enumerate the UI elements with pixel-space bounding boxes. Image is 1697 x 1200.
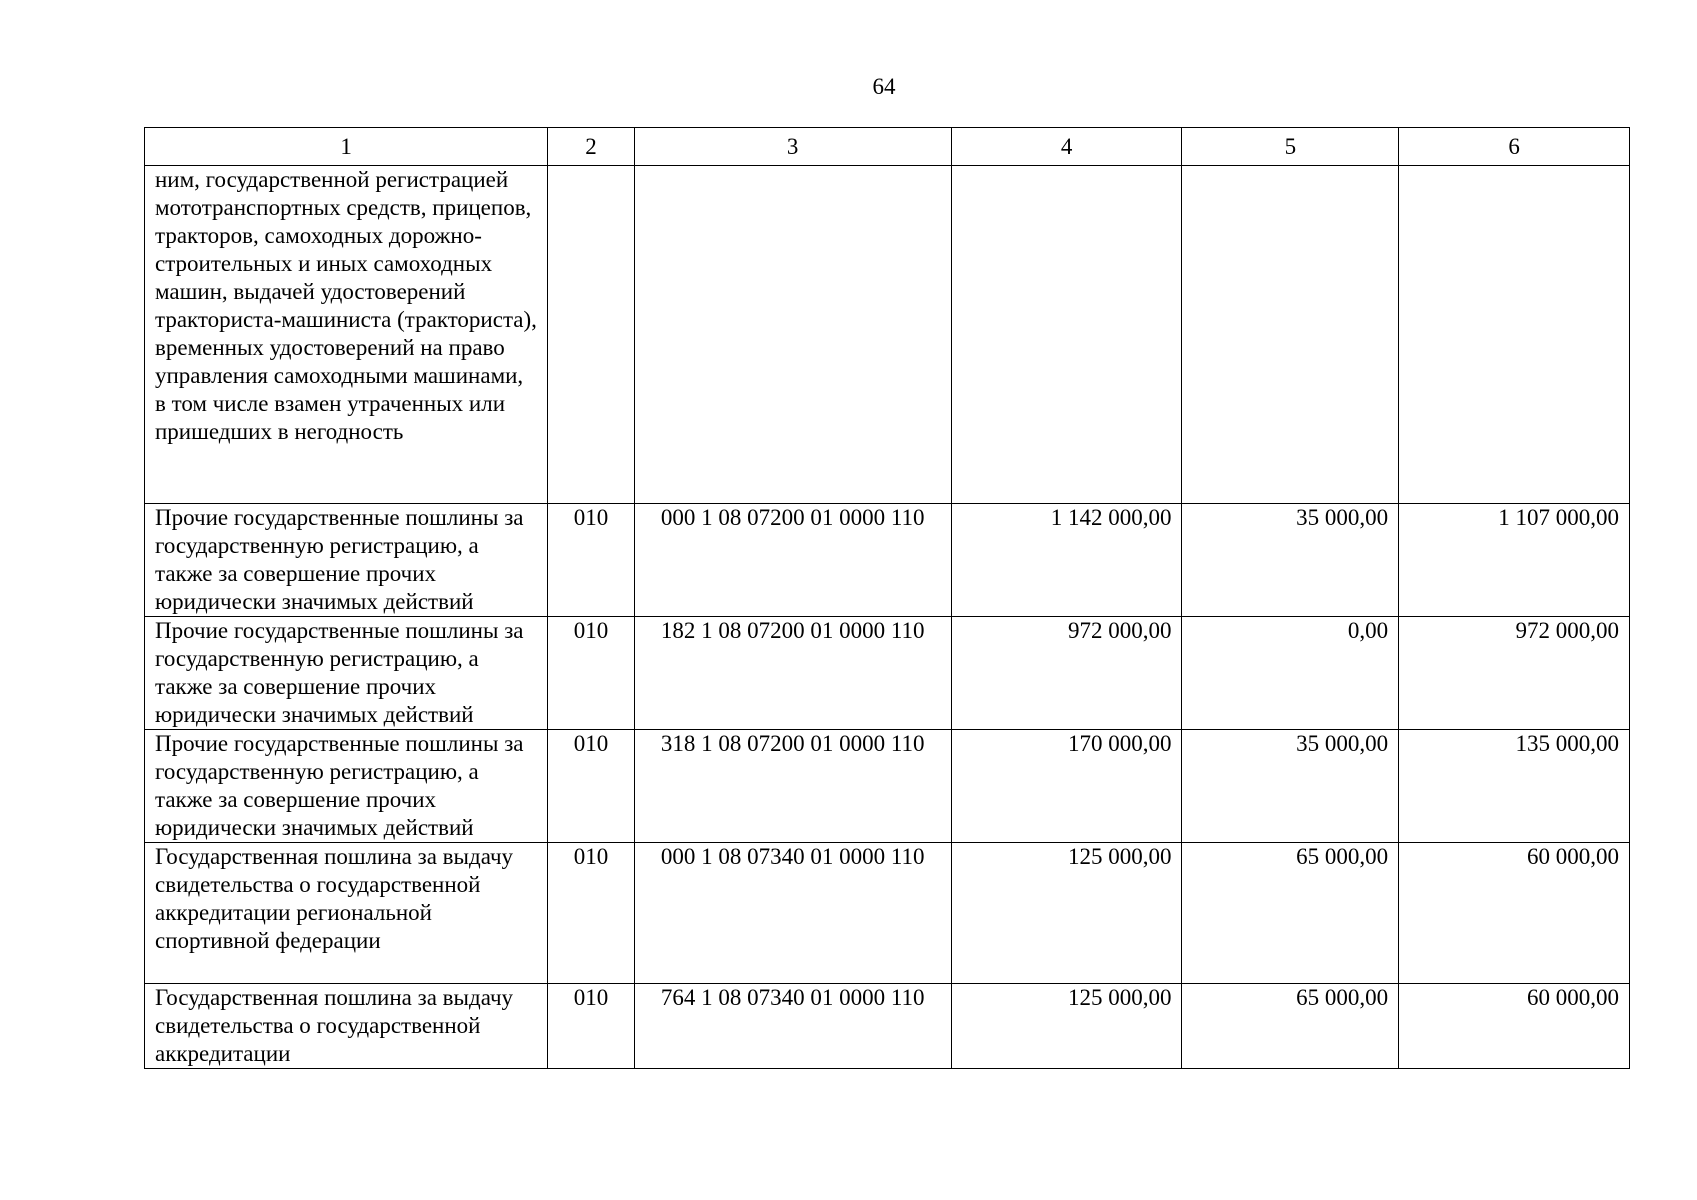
row-value-5: 0,00 [1182, 617, 1399, 730]
row-line-code: 010 [548, 617, 634, 730]
revenue-table [144, 127, 1630, 1069]
row-value-5: 35 000,00 [1182, 504, 1399, 617]
row-budget-code: 182 1 08 07200 01 0000 110 [634, 617, 951, 730]
row-value-6: 972 000,00 [1399, 617, 1630, 730]
row-budget-code: 318 1 08 07200 01 0000 110 [634, 730, 951, 843]
row-line-code: 010 [548, 730, 634, 843]
table-header-row [145, 128, 1630, 166]
row-name: Прочие государственные пошлины за государственную регистрацию, а также за совершение прочих юридически значимых действий [145, 730, 548, 843]
row-value-6: 1 107 000,00 [1399, 504, 1630, 617]
row-value-5: 65 000,00 [1182, 843, 1399, 984]
row-line-code: 010 [548, 504, 634, 617]
row-value-6: 60 000,00 [1399, 984, 1630, 1069]
row-name: Государственная пошлина за выдачу свидетельства о государственной аккредитации [145, 984, 548, 1069]
row-line-code: 010 [548, 984, 634, 1069]
table-row [145, 984, 1630, 1069]
table-row [145, 504, 1630, 617]
row-name: ним, государственной регистрацией мототранспортных средств, прицепов, тракторов, самоходных дорожно-строительных и иных самоходных машин, выдачей удостоверений тракториста-машиниста (тракториста), временных удостоверений на право управления самоходными машинами, в том числе взамен утраченных или пришедших в негодность [145, 166, 548, 504]
row-value-4: 1 142 000,00 [951, 504, 1182, 617]
column-header-1: 1 [145, 128, 548, 166]
row-value-4 [951, 166, 1182, 504]
column-header-3: 3 [634, 128, 951, 166]
table-row [145, 730, 1630, 843]
row-line-code [548, 166, 634, 504]
row-value-4: 972 000,00 [951, 617, 1182, 730]
table-row [145, 843, 1630, 984]
row-name: Государственная пошлина за выдачу свидетельства о государственной аккредитации региональной спортивной федерации [145, 843, 548, 984]
column-header-4: 4 [951, 128, 1182, 166]
table-row [145, 617, 1630, 730]
row-budget-code: 000 1 08 07340 01 0000 110 [634, 843, 951, 984]
row-name: Прочие государственные пошлины за государственную регистрацию, а также за совершение прочих юридически значимых действий [145, 504, 548, 617]
column-header-6: 6 [1399, 128, 1630, 166]
row-line-code: 010 [548, 843, 634, 984]
row-value-6: 135 000,00 [1399, 730, 1630, 843]
row-value-4: 125 000,00 [951, 843, 1182, 984]
row-value-6 [1399, 166, 1630, 504]
row-value-4: 125 000,00 [951, 984, 1182, 1069]
row-name: Прочие государственные пошлины за государственную регистрацию, а также за совершение прочих юридически значимых действий [145, 617, 548, 730]
row-value-5 [1182, 166, 1399, 504]
column-header-2: 2 [548, 128, 634, 166]
row-value-6: 60 000,00 [1399, 843, 1630, 984]
row-budget-code: 764 1 08 07340 01 0000 110 [634, 984, 951, 1069]
table-row [145, 166, 1630, 504]
row-value-5: 35 000,00 [1182, 730, 1399, 843]
column-header-5: 5 [1182, 128, 1399, 166]
row-budget-code [634, 166, 951, 504]
row-budget-code: 000 1 08 07200 01 0000 110 [634, 504, 951, 617]
row-value-4: 170 000,00 [951, 730, 1182, 843]
row-value-5: 65 000,00 [1182, 984, 1399, 1069]
page-number: 64 [872, 74, 896, 99]
